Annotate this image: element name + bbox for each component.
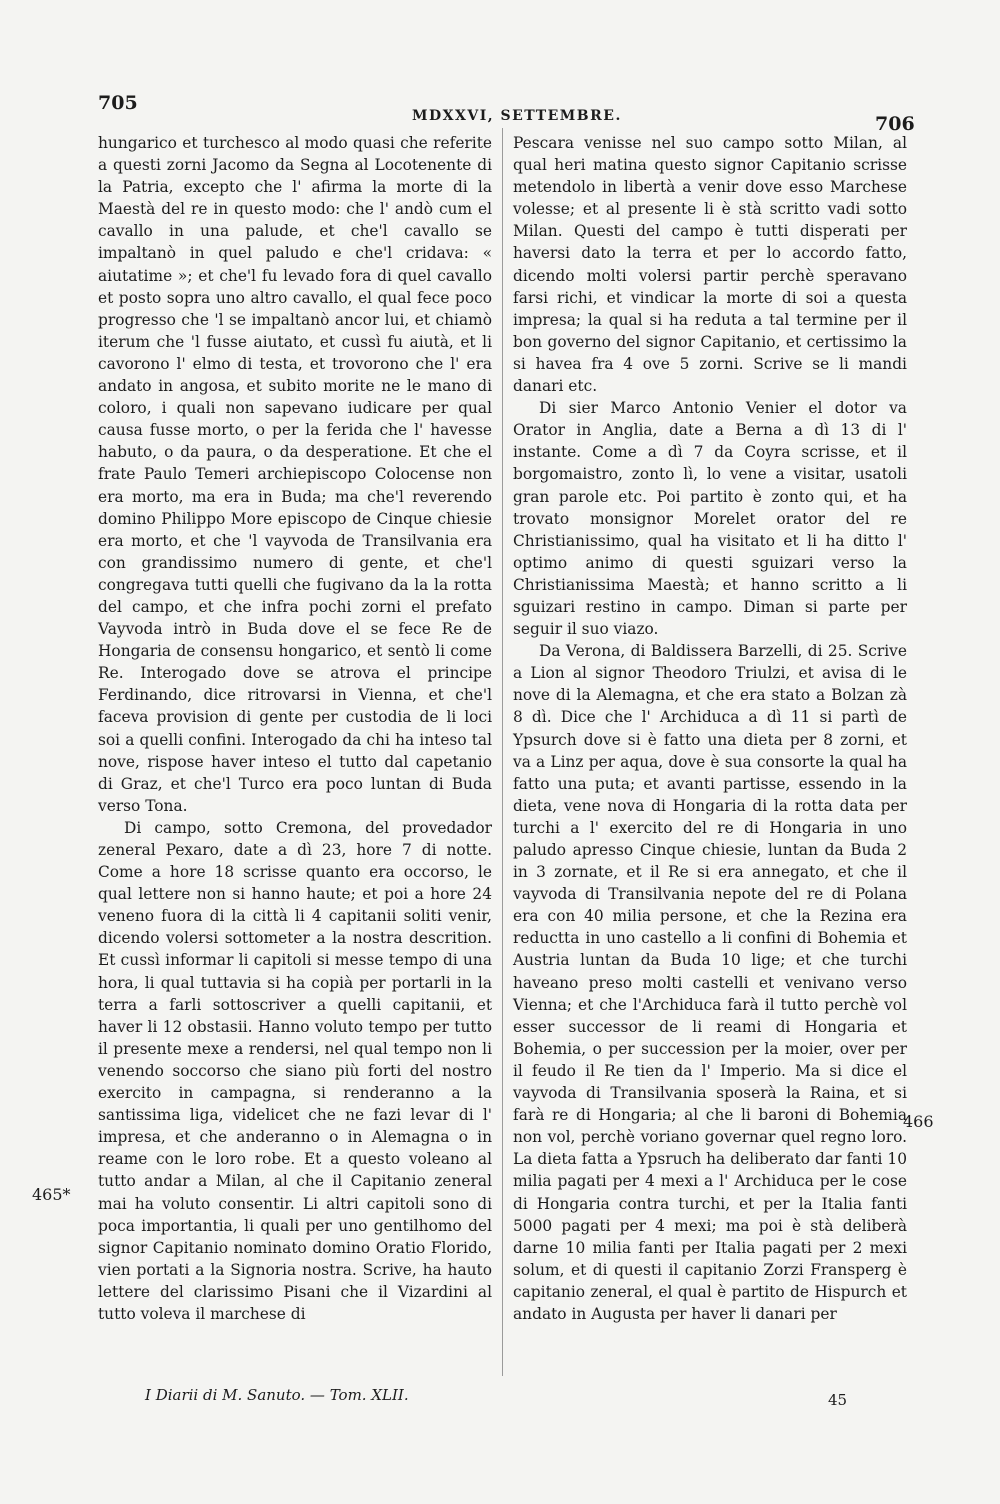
signature-mark: 45	[828, 1391, 848, 1409]
right-paragraph: Pescara venisse nel suo campo sotto Milan, al qual heri matina questo signor Capitanio scrisse metendolo in libertà a venir dove esso Marchese volesse; et al presente li è stà scritto vadi sotto Milan. Questi del campo è tutti disperati per haversi dato la terra et per lo accordo fatto, dicendo molti volersi partir perchè speravano farsi richi, et vindicar la morte di soi a questa impresa; la qual si ha reduta a tal termine per il bon governo del signor Capitanio, et certissimo la si havea fra 4 ove 5 zorni. Scrive se li mandi danari etc.	[513, 134, 907, 396]
left-paragraph: hungarico et turchesco al modo quasi che referite a questi zorni Jacomo da Segna al Locotenente di la Patria, excepto che l' afirma la morte di la Maestà del re in questo modo: che l' andò cum el cavallo in una palude, et che'l cavallo se impaltanò in quel paludo e che'l cridava: « aiutatime »; et che'l fu levado fora di quel cavallo et posto sopra uno altro cavallo, el qual fece poco progresso che 'l se impaltanò ancor lui, et chiamò iterum che 'l fusse aiutato, et cussì fu aiutà, et li cavorono l' elmo di testa, et trovorono che l' era andato in angosa, et subito morite ne le mano di coloro, i quali non sapevano iudicare per qual causa fusse morto, o per la ferida che l' havesse habuto, o da paura, o da desperatione. Et che el frate Paulo Temeri archiepiscopo Colocense non era morto, ma era in Buda; ma che'l reverendo domino Philippo More episcopo de Cinque chiesie era morto, et che 'l vayvoda de Transilvania era con grandissimo numero di gente, et che'l congregava tutti quelli che fugivano da la la rotta del campo, et che infra pochi zorni el prefato Vayvoda intrò in Buda dove el se fece Re de Hongaria de consensu hongarico, et sentò li come Re. Interogado dove se atrova el principe Ferdinando, dice ritrovarsi in Vienna, et che'l faceva provision di gente per custodia de li loci soi a quelli confini. Interogado da chi ha inteso tal nove, rispose haver inteso el tutto dal capetanio di Graz, et che'l Turco era poco luntan di Buda verso Tona.	[98, 134, 492, 815]
running-title: MDXXVI, SETTEMBRE.	[412, 108, 622, 124]
right-column	[513, 132, 907, 1325]
column-divider	[502, 128, 503, 1376]
right-paragraph: Di sier Marco Antonio Venier el dotor va Orator in Anglia, date a Berna a dì 13 di l' instante. Come a dì 7 da Coyra scrisse, et il borgomaistro, zonto lì, lo vene a visitar, usatoli gran parole etc. Poi partito è zonto qui, et ha trovato monsignor Morelet orator del re Christianissimo, qual ha visitato et li ha ditto l' optimo animo di questi sguizari verso la Christianissima Maestà; et hanno scritto a li sguizari restino in campo. Diman si parte per seguir il suo viazo.	[513, 399, 907, 639]
right-page-number: 706	[875, 113, 915, 135]
left-margin-number: 465*	[32, 1185, 71, 1204]
left-paragraph: Di campo, sotto Cremona, del provedador zeneral Pexaro, date a dì 23, hore 7 di notte. Come a hore 18 scrisse quanto era occorso, le qual lettere non si hanno haute; et poi a hore 24 veneno fuora di la città li 4 capitanii soliti venir, dicendo volersi sottometer a la nostra descrition. Et cussì informar li capitoli si messe tempo di una hora, li qual tuttavia si ha copià per portarli in la terra a farli sottoscriver a quelli capitanii, et haver li 12 obstasii. Hanno voluto tempo per tutto il presente mexe a rendersi, nel qual tempo non li venendo soccorso che siano più forti del nostro exercito in campagna, si renderanno a la santissima liga, videlicet che ne fazi levar di l' impresa, et che anderanno o in Alemagna o in reame con le loro robe. Et a questo voleano al tutto andar a Milan, al che il Capitanio zeneral mai ha voluto consentir. Li altri capitoli sono di poca importantia, li quali per uno gentilhomo del signor Capitanio nominato domino Oratio Florido, vien portati a la Signoria nostra. Scrive, ha hauto lettere del clarissimo Pisani che il Vizardini al tutto voleva il marchese di	[98, 818, 492, 1323]
left-column	[98, 132, 492, 1325]
left-page-number: 705	[98, 92, 138, 114]
right-margin-number: 466	[903, 1112, 934, 1131]
footer-citation: I Diarii di M. Sanuto. — Tom. XLII.	[145, 1386, 409, 1404]
right-paragraph: Da Verona, di Baldissera Barzelli, di 25. Scrive a Lion al signor Theodoro Triulzi, et avisa di le nove di la Alemagna, et che era stato a Bolzan zà 8 dì. Dice che l' Archiduca a dì 11 si partì de Ypsurch dove si è fatto una dieta per 8 zorni, et va a Linz per aqua, dove è sua consorte la qual ha fatto una puta; et avanti partisse, essendo in la dieta, vene nova di Hongaria di la rotta data per turchi a l' exercito del re di Hongaria in uno paludo apresso Cinque chiesie, luntan da Buda 2 in 3 zornate, et il Re si era annegato, et che il vayvoda di Transilvania nepote del re di Polana era con 40 milia persone, et che la Rezina era reductta in uno castello a li confini di Bohemia et Austria luntan da Buda 10 lige; et che turchi haveano preso molti castelli et venivano verso Vienna; et che l'Archiduca farà il tutto perchè vol esser successor de li reami di Hongaria et Bohemia, o per succession per la moier, over per il feudo il Re tien da l' Imperio. Ma si dice el vayvoda di Transilvania sposerà la Raina, et si farà re di Hongaria; al che li baroni di Bohemia non vol, perchè voriano governar quel regno loro. La dieta fatta a Ypsruch ha deliberato dar fanti 10 milia pagati per 4 mexi a l' Archiduca per le cose di Hongaria contra turchi, et per la Italia fanti 5000 pagati per 4 mexi; ma poi è stà deliberà darne 10 milia fanti per Italia pagati per 2 mexi solum, et di questi il capitanio Zorzi Fransperg è capitanio zeneral, el qual è partito de Hispurch et andato in Augusta per haver li danari per	[513, 642, 907, 1323]
